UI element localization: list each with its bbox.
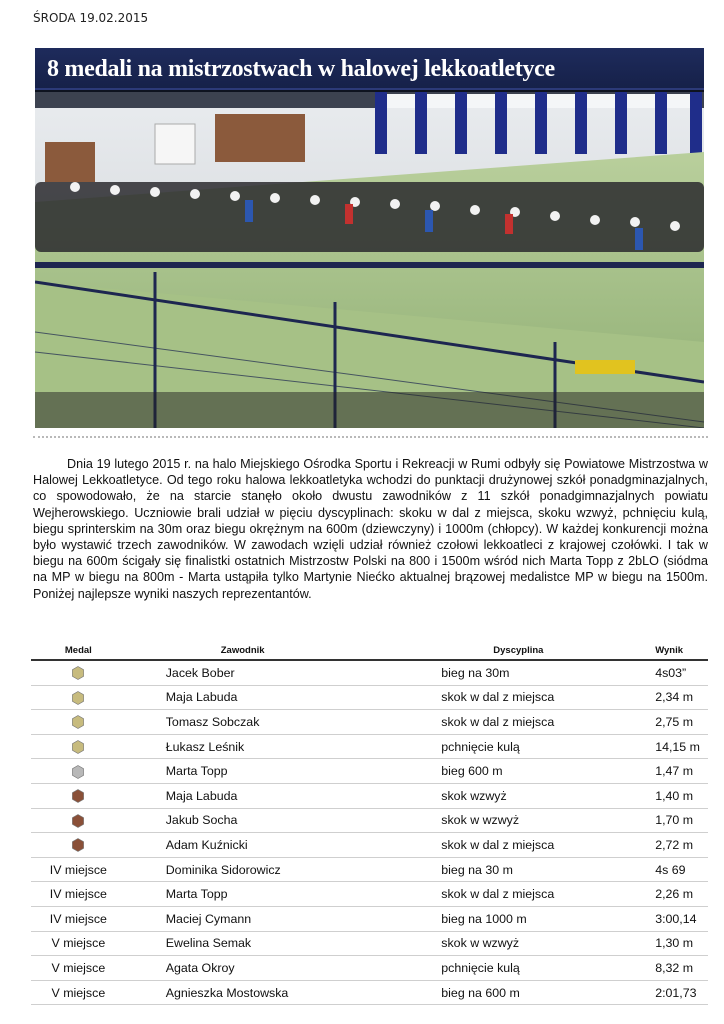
athlete-name: Tomasz Sobczak	[126, 710, 442, 735]
table-row	[31, 783, 708, 808]
discipline: skok w dal z miejsca	[441, 882, 655, 907]
result: 2,34 m	[655, 685, 708, 710]
athlete-name: Adam Kuźnicki	[126, 833, 442, 858]
athlete-name: Maciej Cymann	[126, 906, 442, 931]
table-row	[31, 759, 708, 784]
table-row	[31, 980, 708, 1005]
table-row	[31, 833, 708, 858]
athlete-name: Maja Labuda	[126, 783, 442, 808]
article-banner	[35, 48, 704, 428]
result: 4s03”	[655, 660, 708, 685]
athlete-name: Jacek Bober	[126, 660, 442, 685]
table-row	[31, 931, 708, 956]
header-result: Wynik	[655, 641, 708, 660]
medal-cell	[31, 685, 126, 710]
discipline: skok w dal z miejsca	[441, 685, 655, 710]
article-title: 8 medali na mistrzostwach w halowej lekkoatletyce	[35, 48, 704, 90]
table-row	[31, 956, 708, 981]
athlete-name: Marta Topp	[126, 882, 442, 907]
discipline: pchnięcie kulą	[441, 956, 655, 981]
bronze-medal-icon	[71, 838, 85, 852]
athlete-name: Dominika Sidorowicz	[126, 857, 442, 882]
medal-cell	[31, 783, 126, 808]
place-cell: V miejsce	[31, 931, 126, 956]
place-cell: IV miejsce	[31, 857, 126, 882]
result: 8,32 m	[655, 956, 708, 981]
athlete-name: Agata Okroy	[126, 956, 442, 981]
table-row	[31, 710, 708, 735]
article-text: Dnia 19 lutego 2015 r. na halo Miejskiego Ośrodka Sportu i Rekreacji w Rumi odbyły się Powiatowe Mistrzostwa w Halowej Lekkoatletyce. Od tego roku halowa lekkoatletyka wchodzi do punktacji drużynowej szkół ponadgminazjalnych, co spowodowało, że na starcie stanęło około dwustu zawodników z 11 szkół ponadgimnazjalnych powiatu Wejherowskiego. Uczniowie brali udział w pięciu dyscyplinach: skoku w dal z miejsca, skoku wzwyż, pchnięciu kulą, biegu sprinterskim na 30m oraz biegu okrężnym na 600m (dziewczyny) i 1000m (chłopcy). W każdej konkurencji można było wystawić trzech zawodników. W zawodach wzięli udział również czołowi lekkoatleci z krajowej czołówki. I tak w biegu na 600m ścigały się finalistki ostatnich Mistrzostw Polski na 800 i 1500m wśród nich Marta Topp z 2bLO (siódma na MP w biegu na 800m - Marta ustąpiła tylko Martynie Niećko aktualnej brązowej medalistce MP w biegu na 1500m. Poniżej najlepsze wyniki naszych reprezentantów.	[33, 457, 708, 601]
header-discipline: Dyscyplina	[441, 641, 655, 660]
result: 2,26 m	[655, 882, 708, 907]
gold-medal-icon	[71, 740, 85, 754]
bronze-medal-icon	[71, 789, 85, 803]
discipline: bieg na 30m	[441, 660, 655, 685]
athlete-name: Marta Topp	[126, 759, 442, 784]
header-name: Zawodnik	[126, 641, 442, 660]
discipline: skok w dal z miejsca	[441, 833, 655, 858]
place-cell: V miejsce	[31, 956, 126, 981]
athlete-name: Ewelina Semak	[126, 931, 442, 956]
table-row	[31, 734, 708, 759]
discipline: skok w dal z miejsca	[441, 710, 655, 735]
article-body	[33, 456, 708, 602]
table-header	[31, 641, 708, 660]
result: 1,70 m	[655, 808, 708, 833]
place-cell: V miejsce	[31, 980, 126, 1005]
discipline: skok w wzwyż	[441, 808, 655, 833]
table-row	[31, 685, 708, 710]
athlete-name: Agnieszka Mostowska	[126, 980, 442, 1005]
place-cell: IV miejsce	[31, 882, 126, 907]
page-date: ŚRODA 19.02.2015	[33, 11, 149, 25]
result: 14,15 m	[655, 734, 708, 759]
discipline: bieg na 30 m	[441, 857, 655, 882]
table-row	[31, 660, 708, 685]
discipline: bieg na 600 m	[441, 980, 655, 1005]
table-row	[31, 906, 708, 931]
discipline: skok wzwyż	[441, 783, 655, 808]
bronze-medal-icon	[71, 814, 85, 828]
medal-cell	[31, 734, 126, 759]
result: 2:01,73	[655, 980, 708, 1005]
athlete-name: Jakub Socha	[126, 808, 442, 833]
result: 3:00,14	[655, 906, 708, 931]
discipline: bieg na 1000 m	[441, 906, 655, 931]
result: 4s 69	[655, 857, 708, 882]
medal-cell	[31, 808, 126, 833]
discipline: pchnięcie kulą	[441, 734, 655, 759]
medal-cell	[31, 660, 126, 685]
athlete-name: Maja Labuda	[126, 685, 442, 710]
header-medal: Medal	[31, 641, 126, 660]
medal-cell	[31, 833, 126, 858]
result: 2,72 m	[655, 833, 708, 858]
discipline: skok w wzwyż	[441, 931, 655, 956]
place-cell: IV miejsce	[31, 906, 126, 931]
table-row	[31, 882, 708, 907]
gold-medal-icon	[71, 666, 85, 680]
discipline: bieg 600 m	[441, 759, 655, 784]
result: 1,47 m	[655, 759, 708, 784]
result: 2,75 m	[655, 710, 708, 735]
separator	[33, 436, 708, 438]
hall-with-athletes-photo	[35, 92, 704, 428]
gold-medal-icon	[71, 691, 85, 705]
result: 1,40 m	[655, 783, 708, 808]
results-table	[31, 641, 708, 1005]
gold-medal-icon	[71, 715, 85, 729]
table-row	[31, 808, 708, 833]
medal-cell	[31, 710, 126, 735]
result: 1,30 m	[655, 931, 708, 956]
athlete-name: Łukasz Leśnik	[126, 734, 442, 759]
medal-cell	[31, 759, 126, 784]
table-row	[31, 857, 708, 882]
silver-medal-icon	[71, 765, 85, 779]
